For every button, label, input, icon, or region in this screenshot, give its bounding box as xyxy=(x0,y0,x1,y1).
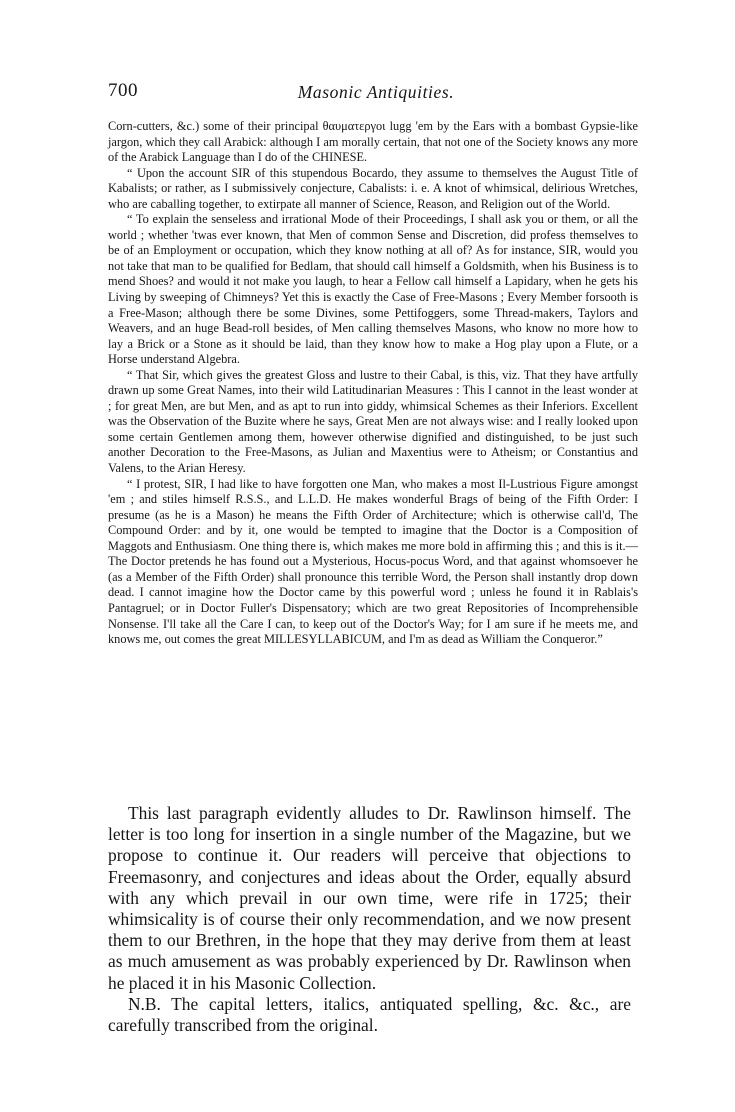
quote-paragraph-continuation: Corn-cutters, &c.) some of their principal θαυματεργοι lugg 'em by the Ears with a bombast Gypsie-like jargon, which they call Arabick: although I am morally certain, that not one of the Society knows any more of the Arabick Language than I do of the CHINESE. xyxy=(108,119,638,165)
quote-paragraph-kabalists: “ Upon the account SIR of this stupendous Bocardo, they assume to themselves the August Title of Kabalists; or rather, as I submissively conjecture, Cabalists: i. e. A knot of whimsical, delirious Wretches, who are caballing together, to extirpate all manner of Science, Reason, and Religion out of the World. xyxy=(108,165,638,211)
quoted-letter xyxy=(108,119,638,648)
quote-paragraph-doctor: “ I protest, SIR, I had like to have forgotten one Man, who makes a most Il-Lustrious Figure amongst 'em ; and stiles himself R.S.S., and L.L.D. He makes wonderful Brags of being of the Fifth Order: I presume (as he is a Mason) he means the Fifth Order of Architecture; which is otherwise call'd, The Compound Order: and by it, one would be tempted to imagine that the Doctor is a Composition of Maggots and Enthusiasm. One thing there is, which makes me more bold in affirming this ; and this is it.—The Doctor pretends he has found out a Mysterious, Hocus-pocus Word, and that against whomsoever he (as a Member of the Fifth Order) shall pronounce this terrible Word, the Person shall instantly drop down dead. I cannot imagine how the Doctor came by this powerful word ; unless he found it in Rablais's Pantagruel; or in Doctor Fuller's Dispensatory; which are two great Repositories of Incomprehensible Nonsense. I'll take all the Care I can, to keep out of the Doctor's Way; for I am sure if he meets me, and knows me, out comes the great MILLESYLLABICUM, and I'm as dead as William the Conqueror.” xyxy=(108,476,638,647)
page-header xyxy=(108,80,644,106)
comment-paragraph-note: N.B. The capital letters, italics, antiquated spelling, &c. &c., are carefully transcribed from the original. xyxy=(108,993,631,1036)
running-title: Masonic Antiquities. xyxy=(297,82,455,102)
editor-commentary xyxy=(108,803,631,1036)
quote-paragraph-mode: “ To explain the senseless and irrational Mode of their Proceedings, I shall ask you or them, or all the world ; whether 'twas ever known, that Men of common Sense and Discretion, did profess themselves to be of an Employment or occupation, which they know nothing at all of? As for instance, SIR, would you not take that man to be qualified for Bedlam, that should call himself a Goldsmith, when his Business is to mend Shoes? and would it not make you laugh, to hear a Fellow call himself a Lapidary, when he gets his Living by sweeping of Chimneys? Yet this is exactly the Case of Free-Masons ; Every Member forsooth is a Free-Mason; although there be some Divines, some Pettifoggers, some Thread-makers, Taylors and Weavers, and an huge Bead-roll besides, of Men calling themselves Masons, who know no more how to lay a Brick or a Stone as it should be laid, than they know how to make a Hog play upon a Flute, or a Horse understand Algebra. xyxy=(108,212,638,367)
page-number: 700 xyxy=(108,80,138,101)
quote-paragraph-great-names: “ That Sir, which gives the greatest Gloss and lustre to their Cabal, is this, viz. That they have artfully drawn up some Great Names, into their wild Latitudinarian Measures : This I cannot in the least wonder at ; for great Men, are but Men, and as apt to run into giddy, whimsical Schemes as their Inferiors. Excellent was the Observation of the Buzite where he says, Great Men are not always wise: and I really looked upon some certain Gentlemen among them, however otherwise dignified and distinguished, to be just such another Decoration to the Free-Masons, as Julian and Maxentius were to Atheism; or Constantius and Valens, to the Arian Heresy. xyxy=(108,367,638,476)
comment-paragraph-rawlinson: This last paragraph evidently alludes to Dr. Rawlinson himself. The letter is too long for insertion in a single number of the Magazine, but we propose to continue it. Our readers will perceive that objections to Freemasonry, and conjectures and ideas about the Order, equally absurd with any which prevail in our own time, were rife in 1725; their whimsicality is of course their only recommendation, and we now present them to our Brethren, in the hope that they may derive from them at least as much amusement as was probably experienced by Dr. Rawlinson when he placed it in his Masonic Collection. xyxy=(108,803,631,993)
